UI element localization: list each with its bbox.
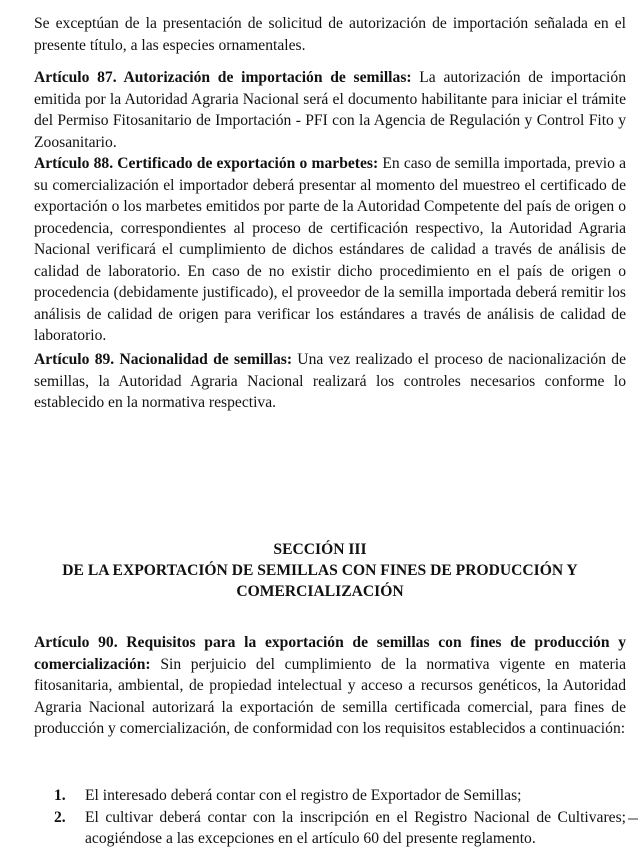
list-item-number: 2. [54, 808, 66, 826]
article-90-body: Sin perjuicio del cumplimiento de la normativa vigente en materia fitosanitaria, ambiental, de propiedad intelectual y acceso a recursos genéticos, la Autoridad Agraria Nacional autorizará la exportación de semilla certificada comercial, para fines de producción y comercialización, de conformidad con los requisitos establecidos a continuación: [34, 655, 626, 737]
article-87-title: Artículo 87. Autorización de importación de semillas: [34, 69, 412, 86]
article-88 [34, 153, 626, 347]
list-item-number: 1. [54, 787, 66, 804]
article-90-title: Artículo 90. Requisitos para la exportación de semillas con fines de producción y comercialización: [34, 634, 626, 673]
list-item-text: El cultivar deberá contar con la inscripción en el Registro Nacional de Cultivares; acogiéndose a las excepciones en el artículo 60 del presente reglamento. [85, 808, 626, 847]
list-item [34, 807, 626, 850]
requirements-list [34, 785, 626, 850]
list-item-text: El interesado deberá contar con el registro de Exportador de Semillas; [85, 787, 522, 804]
article-87 [34, 67, 626, 153]
section-heading-line-3: COMERCIALIZACIÓN [236, 583, 404, 600]
list-item [34, 785, 626, 807]
article-88-title: Artículo 88. Certificado de exportación o marbetes: [34, 155, 379, 172]
article-90 [34, 632, 626, 740]
article-89-body: Una vez realizado el proceso de nacionalización de semillas, la Autoridad Agraria Nacional realizará los controles necesarios conforme lo establecido en la normativa respectiva. [34, 351, 626, 411]
article-89 [34, 349, 626, 414]
article-89-title: Artículo 89. Nacionalidad de semillas: [34, 351, 293, 368]
section-heading-line-1: SECCIÓN III [273, 541, 367, 558]
article-88-body: En caso de semilla importada, previo a su comercialización el importador deberá presentar al momento del muestreo el certificado de exportación o los marbetes emitidos por parte de la Autoridad Competente del país de origen o procedencia, correspondientes al proceso de certificación respectivo, la Autoridad Agraria Nacional verificará el cumplimiento de dichos estándares de calidad a través de análisis de calidad de laboratorio. En caso de no existir dicho procedimiento en el país de origen o procedencia (debidamente justificado), el proveedor de la semilla importada deberá remitir los análisis de calidad de origen para verificar los estándares a través de análisis de calidad de laboratorio. [34, 155, 627, 344]
intro-text: Se exceptúan de la presentación de solicitud de autorización de importación señalada en el presente título, a las especies ornamentales. [34, 15, 626, 54]
intro-paragraph [34, 13, 626, 56]
scan-artifact [628, 818, 638, 820]
article-87-body: La autorización de importación emitida por la Autoridad Agraria Nacional será el documento habilitante para iniciar el trámite del Permiso Fitosanitario de Importación - PFI con la Agencia de Regulación y Control Fito y Zoosanitario. [34, 69, 626, 151]
section-heading-line-2: DE LA EXPORTACIÓN DE SEMILLAS CON FINES DE PRODUCCIÓN Y [62, 562, 578, 579]
